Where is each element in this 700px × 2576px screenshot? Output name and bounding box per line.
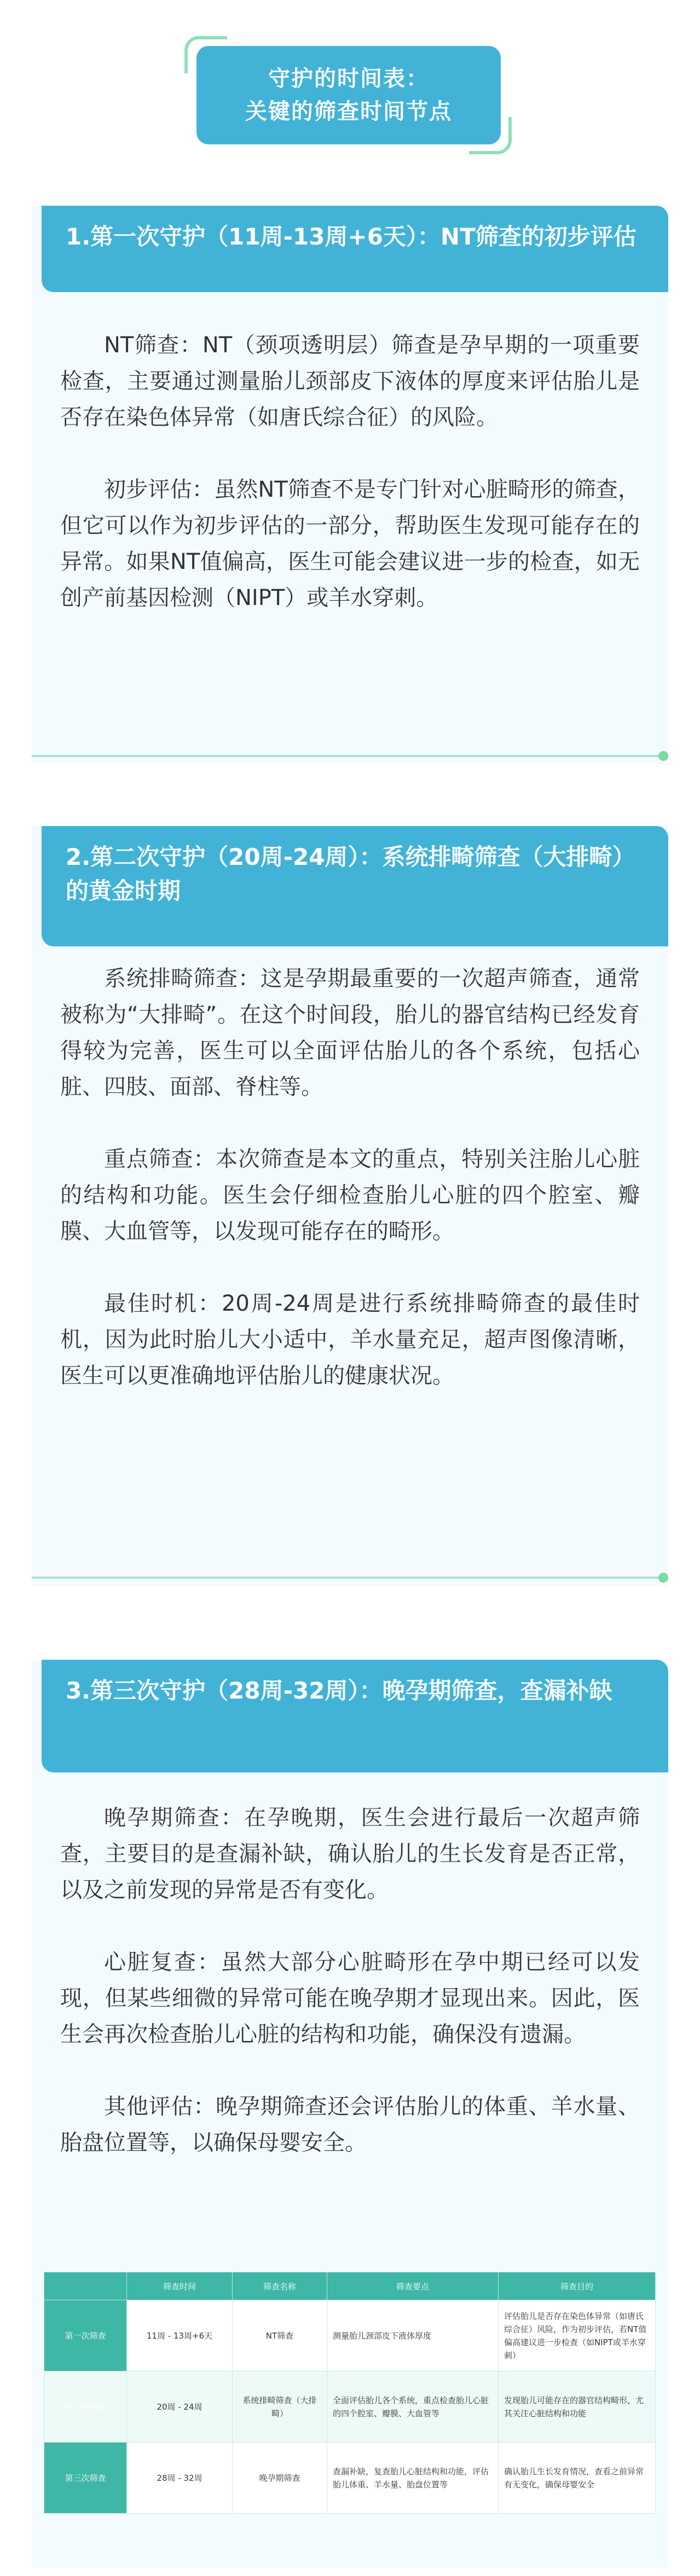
paragraph: 系统排畸筛查：这是孕期最重要的一次超声筛查，通常被称为“大排畸”。在这个时间段，胎儿的器官结构已经发育得较为完善，医生可以全面评估胎儿的各个系统，包括心脏、四肢、面部、脊柱等。 xyxy=(60,966,640,1100)
divider-dot xyxy=(658,1573,668,1583)
table-cell: 11周 - 13周+6天 xyxy=(127,2300,233,2371)
title-line-1: 守护的时间表： xyxy=(268,66,429,91)
table-row xyxy=(44,2300,656,2371)
section-second-screening xyxy=(32,826,668,1586)
table-header-cell: 筛查名称 xyxy=(233,2272,327,2300)
table-cell: 晚孕期筛查 xyxy=(233,2443,327,2514)
table-cell: 测量胎儿颈部皮下液体厚度 xyxy=(327,2300,499,2371)
table-row-head: 第二次筛查 xyxy=(44,2371,127,2443)
table-header-cell: 筛查要点 xyxy=(327,2272,499,2300)
section-body xyxy=(32,327,668,616)
section-divider xyxy=(32,755,668,757)
section-divider xyxy=(32,1577,668,1579)
section-heading: 1.第一次守护（11周-13周+6天）：NT筛查的初步评估 xyxy=(42,206,668,292)
table-row-head: 第一次筛查 xyxy=(44,2300,127,2371)
paragraph: 初步评估：虽然NT筛查不是专门针对心脏畸形的筛查，但它可以作为初步评估的一部分，帮助医生发现可能存在的异常。如果NT值偏高，医生可能会建议进一步的检查，如无创产前基因检测（NIPT）或羊水穿刺。 xyxy=(60,477,640,610)
paragraph: 最佳时机：20周-24周是进行系统排畸筛查的最佳时机，因为此时胎儿大小适中，羊水量充足，超声图像清晰，医生可以更准确地评估胎儿的健康状况。 xyxy=(60,1291,640,1388)
table-header-cell xyxy=(44,2272,127,2300)
paragraph: 晚孕期筛查：在孕晚期，医生会进行最后一次超声筛查，主要目的是查漏补缺，确认胎儿的生长发育是否正常，以及之前发现的异常是否有变化。 xyxy=(60,1805,640,1903)
table-cell: 评估胎儿是否存在染色体异常（如唐氏综合征）风险，作为初步评估，若NT值偏高建议进一步检查（如NIPT或羊水穿刺） xyxy=(499,2300,656,2371)
screening-summary-table xyxy=(44,2272,656,2514)
table-row xyxy=(44,2443,656,2514)
table-row xyxy=(44,2371,656,2443)
paragraph: NT筛查：NT（颈项透明层）筛查是孕早期的一项重要检查，主要通过测量胎儿颈部皮下液体的厚度来评估胎儿是否存在染色体异常（如唐氏综合征）的风险。 xyxy=(60,333,640,430)
title-block xyxy=(184,36,512,154)
table-header-cell: 筛查时间 xyxy=(127,2272,233,2300)
table-cell: 20周 - 24周 xyxy=(127,2371,233,2443)
divider-dot xyxy=(658,751,668,761)
table-cell: 查漏补缺，复查胎儿心脏结构和功能，评估胎儿体重、羊水量、胎盘位置等 xyxy=(327,2443,499,2514)
paragraph: 心脏复查：虽然大部分心脏畸形在孕中期已经可以发现，但某些细微的异常可能在晚孕期才显现出来。因此，医生会再次检查胎儿心脏的结构和功能，确保没有遗漏。 xyxy=(60,1950,640,2047)
table-cell: 系统排畸筛查（大排畸） xyxy=(233,2371,327,2443)
paragraph: 其他评估：晚孕期筛查还会评估胎儿的体重、羊水量、胎盘位置等，以确保母婴安全。 xyxy=(60,2094,640,2155)
table-cell: 28周 - 32周 xyxy=(127,2443,233,2514)
paragraph: 重点筛查：本次筛查是本文的重点，特别关注胎儿心脏的结构和功能。医生会仔细检查胎儿心脏的四个腔室、瓣膜、大血管等，以发现可能存在的畸形。 xyxy=(60,1147,640,1244)
table-cell: 发现胎儿可能存在的器官结构畸形，尤其关注心脏结构和功能 xyxy=(499,2371,656,2443)
table-header-cell: 筛查目的 xyxy=(499,2272,656,2300)
section-body xyxy=(32,961,668,1394)
table-cell: NT筛查 xyxy=(233,2300,327,2371)
table-header-row xyxy=(44,2272,656,2300)
section-body xyxy=(32,1800,668,2161)
title-line-2: 关键的筛查时间节点 xyxy=(245,99,452,124)
page-title xyxy=(196,46,501,144)
section-first-screening xyxy=(32,206,668,765)
table-cell: 确认胎儿生长发育情况，查看之前异常有无变化，确保母婴安全 xyxy=(499,2443,656,2514)
table-cell: 全面评估胎儿各个系统，重点检查胎儿心脏的四个腔室、瓣膜、大血管等 xyxy=(327,2371,499,2443)
table-row-head: 第三次筛查 xyxy=(44,2443,127,2514)
section-heading: 2.第二次守护（20周-24周）：系统排畸筛查（大排畸）的黄金时期 xyxy=(42,826,668,946)
section-heading: 3.第三次守护（28周-32周）：晚孕期筛查，查漏补缺 xyxy=(42,1660,668,1772)
